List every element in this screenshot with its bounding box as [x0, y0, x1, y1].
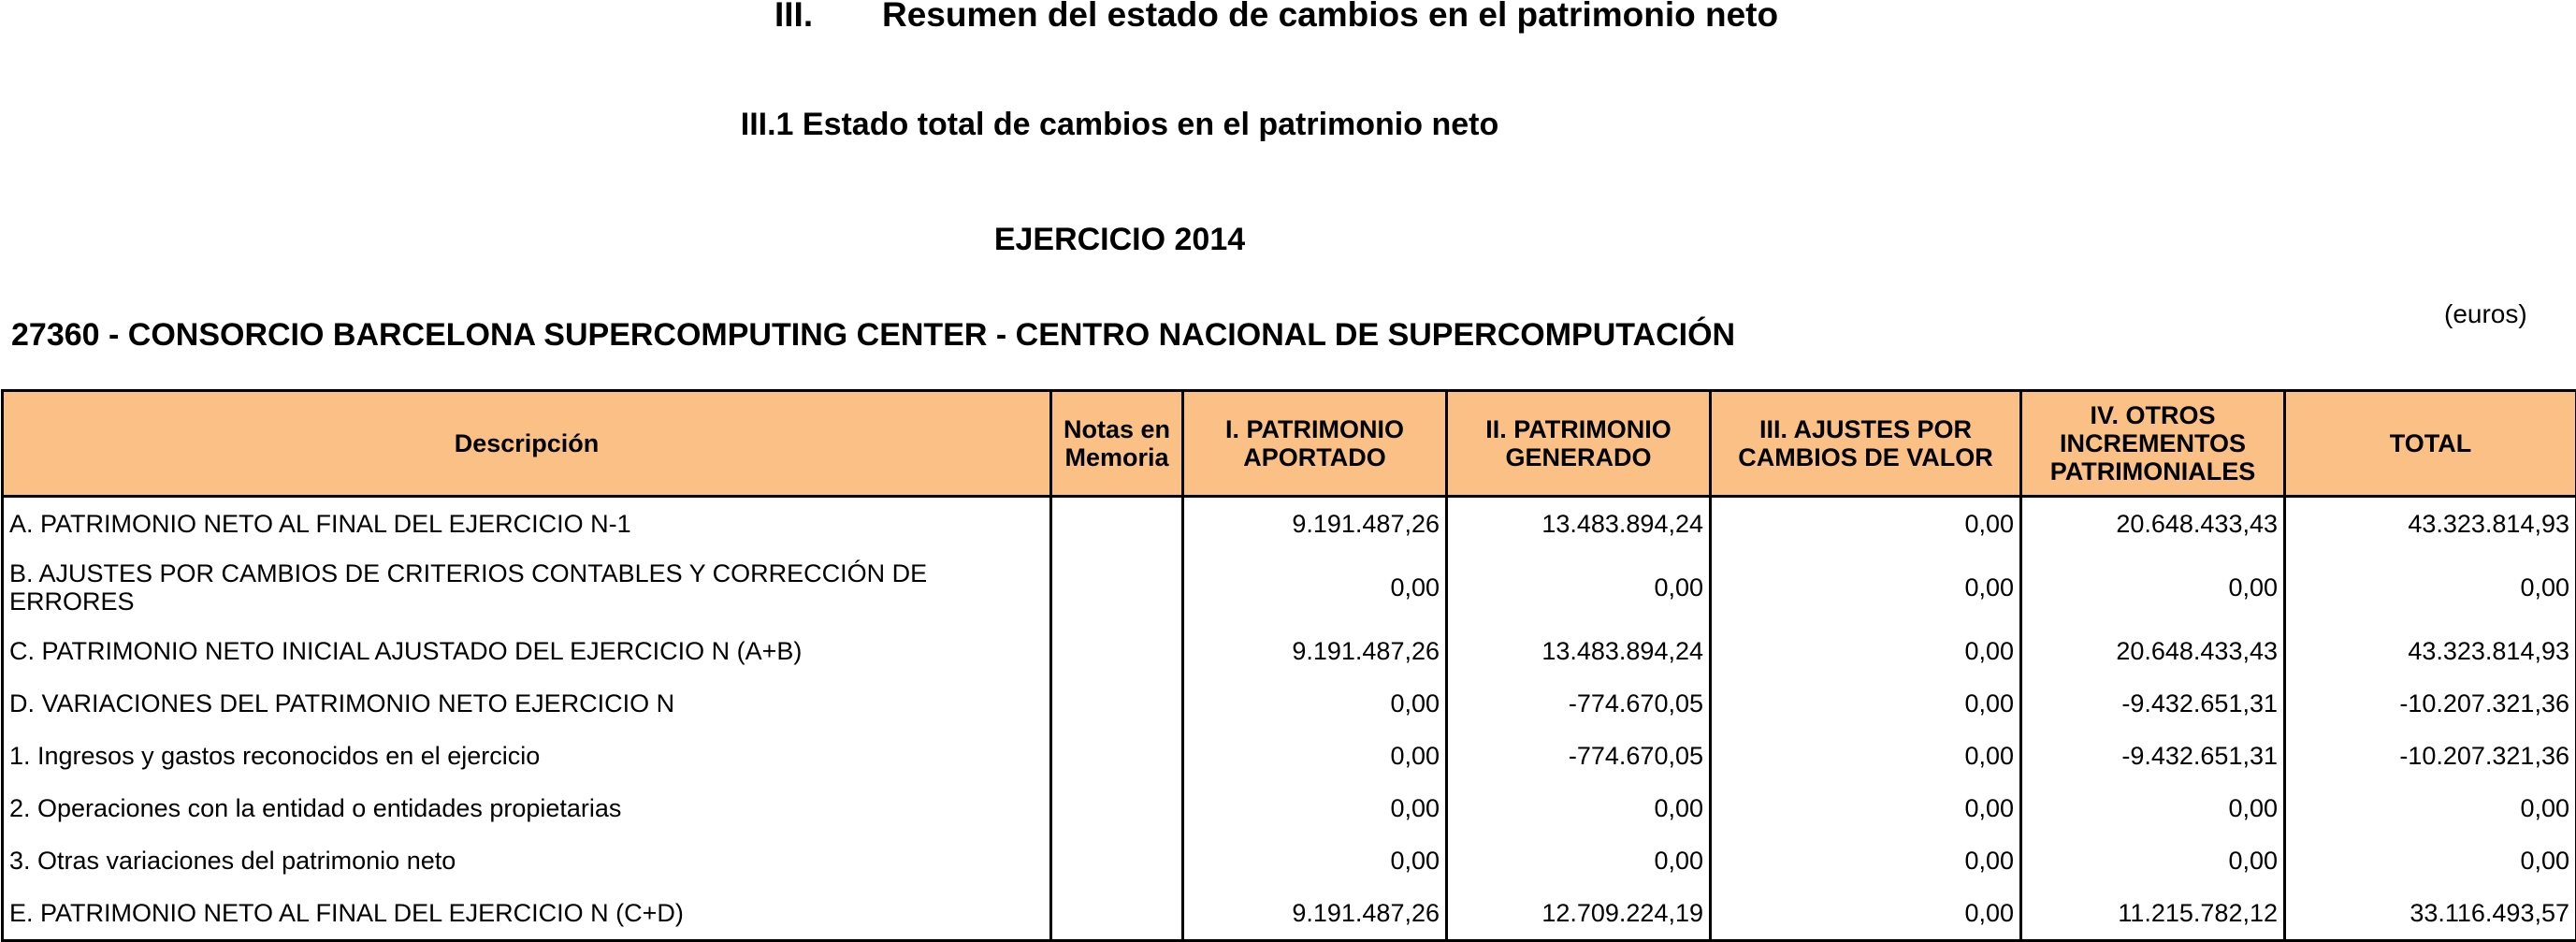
notes-cell: [1051, 625, 1183, 677]
total-cell: 0,00: [2285, 782, 2576, 834]
ajustes-cell: 0,00: [1711, 677, 2021, 730]
table-row: [3, 625, 2576, 677]
otros-cell: 20.648.433,43: [2021, 497, 2285, 551]
generado-cell: 0,00: [1447, 550, 1711, 625]
notes-cell: [1051, 730, 1183, 782]
total-cell: 43.323.814,93: [2285, 625, 2576, 677]
aportado-cell: 0,00: [1183, 550, 1447, 625]
description-cell: D. VARIACIONES DEL PATRIMONIO NETO EJERCICIO N: [3, 677, 1051, 730]
total-cell: 0,00: [2285, 550, 2576, 625]
section-number: III.: [774, 0, 882, 37]
column-header-generado: II. PATRIMONIO GENERADO: [1447, 391, 1711, 497]
table-row: [3, 497, 2576, 551]
entity-title: 27360 - CONSORCIO BARCELONA SUPERCOMPUTING CENTER - CENTRO NACIONAL DE SUPERCOMPUTACIÓN: [11, 317, 1735, 354]
notes-cell: [1051, 834, 1183, 887]
units-label: (euros): [2444, 299, 2527, 329]
description-cell: B. AJUSTES POR CAMBIOS DE CRITERIOS CONTABLES Y CORRECCIÓN DE ERRORES: [3, 550, 1051, 625]
generado-cell: 0,00: [1447, 782, 1711, 834]
otros-cell: 0,00: [2021, 550, 2285, 625]
notes-cell: [1051, 887, 1183, 941]
ajustes-cell: 0,00: [1711, 625, 2021, 677]
generado-cell: 13.483.894,24: [1447, 497, 1711, 551]
table-row: [3, 677, 2576, 730]
table-row: [3, 887, 2576, 941]
otros-cell: -9.432.651,31: [2021, 677, 2285, 730]
subsection-title: III.1 Estado total de cambios en el patrimonio neto: [0, 107, 2408, 143]
notes-cell: [1051, 677, 1183, 730]
generado-cell: -774.670,05: [1447, 730, 1711, 782]
description-cell: 1. Ingresos y gastos reconocidos en el ejercicio: [3, 730, 1051, 782]
aportado-cell: 0,00: [1183, 782, 1447, 834]
column-header-otros: IV. OTROS INCREMENTOS PATRIMONIALES: [2021, 391, 2285, 497]
notes-cell: [1051, 497, 1183, 551]
generado-cell: 13.483.894,24: [1447, 625, 1711, 677]
ajustes-cell: 0,00: [1711, 730, 2021, 782]
generado-cell: 0,00: [1447, 834, 1711, 887]
column-header-descripcion: Descripción: [3, 391, 1051, 497]
otros-cell: -9.432.651,31: [2021, 730, 2285, 782]
total-cell: 0,00: [2285, 834, 2576, 887]
aportado-cell: 0,00: [1183, 730, 1447, 782]
otros-cell: 11.215.782,12: [2021, 887, 2285, 941]
otros-cell: 0,00: [2021, 834, 2285, 887]
description-cell: C. PATRIMONIO NETO INICIAL AJUSTADO DEL EJERCICIO N (A+B): [3, 625, 1051, 677]
total-cell: -10.207.321,36: [2285, 677, 2576, 730]
description-cell: E. PATRIMONIO NETO AL FINAL DEL EJERCICIO N (C+D): [3, 887, 1051, 941]
column-header-total: TOTAL: [2285, 391, 2576, 497]
total-cell: -10.207.321,36: [2285, 730, 2576, 782]
notes-cell: [1051, 550, 1183, 625]
description-cell: 3. Otras variaciones del patrimonio neto: [3, 834, 1051, 887]
total-cell: 43.323.814,93: [2285, 497, 2576, 551]
aportado-cell: 9.191.487,26: [1183, 625, 1447, 677]
table-header-row: [3, 391, 2576, 497]
otros-cell: 0,00: [2021, 782, 2285, 834]
section-title: Resumen del estado de cambios en el patrimonio neto: [882, 0, 1778, 34]
table-row: [3, 834, 2576, 887]
generado-cell: 12.709.224,19: [1447, 887, 1711, 941]
aportado-cell: 0,00: [1183, 834, 1447, 887]
otros-cell: 20.648.433,43: [2021, 625, 2285, 677]
table-row: [3, 730, 2576, 782]
ajustes-cell: 0,00: [1711, 782, 2021, 834]
column-header-aportado: I. PATRIMONIO APORTADO: [1183, 391, 1447, 497]
description-cell: 2. Operaciones con la entidad o entidades propietarias: [3, 782, 1051, 834]
aportado-cell: 9.191.487,26: [1183, 887, 1447, 941]
description-cell: A. PATRIMONIO NETO AL FINAL DEL EJERCICIO N-1: [3, 497, 1051, 551]
generado-cell: -774.670,05: [1447, 677, 1711, 730]
column-header-ajustes: III. AJUSTES POR CAMBIOS DE VALOR: [1711, 391, 2021, 497]
table-row: [3, 782, 2576, 834]
ajustes-cell: 0,00: [1711, 887, 2021, 941]
column-header-notas: Notas en Memoria: [1051, 391, 1183, 497]
equity-changes-table: [1, 389, 2576, 942]
ajustes-cell: 0,00: [1711, 550, 2021, 625]
total-cell: 33.116.493,57: [2285, 887, 2576, 941]
section-heading: [774, 0, 1778, 37]
ajustes-cell: 0,00: [1711, 497, 2021, 551]
ajustes-cell: 0,00: [1711, 834, 2021, 887]
notes-cell: [1051, 782, 1183, 834]
aportado-cell: 0,00: [1183, 677, 1447, 730]
fiscal-year-title: EJERCICIO 2014: [0, 222, 2408, 258]
table-row: [3, 550, 2576, 625]
aportado-cell: 9.191.487,26: [1183, 497, 1447, 551]
